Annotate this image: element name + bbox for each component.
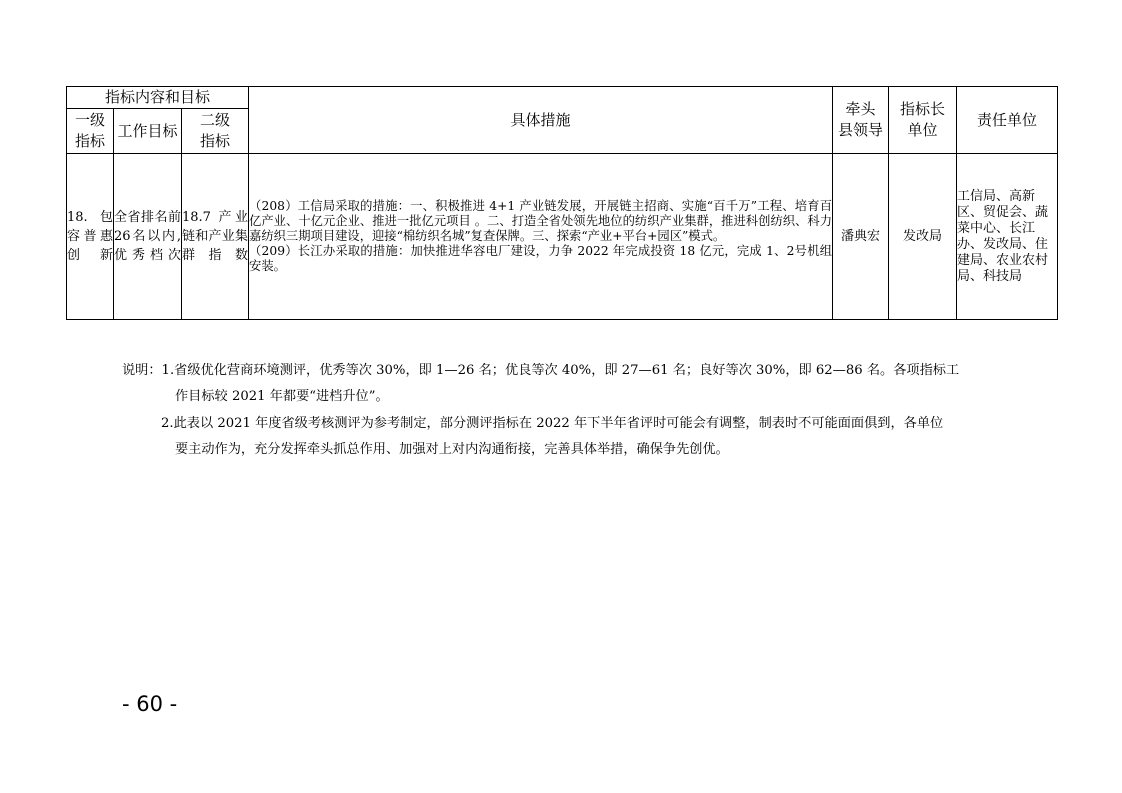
- header-level2-line2: 指标: [200, 132, 231, 150]
- measure-item: （208）工信局采取的措施：一、积极推进 4+1 产业链发展，开展链主招商、实施“百千万”工程、培育百亿产业、十亿元企业、推进一批亿元项目 。二、打造全省处领先地位的纺织产业集群，推进科创纺织、科力嘉纺织三期项目建设，迎接“棉纺织名城”复查保牌。三、探索“产业+平台+园区”模式。: [249, 199, 833, 243]
- page-number: - 60 -: [122, 692, 178, 716]
- note-line-4: 要主动作为，充分发挥牵头抓总作用、加强对上对内沟通衔接，完善具体举措，确保争先创优。: [175, 442, 729, 457]
- header-level2: [182, 109, 249, 154]
- table-row: [67, 154, 1058, 320]
- header-level2-line1: 二级: [200, 111, 231, 129]
- header-group-label: 指标内容和目标: [105, 88, 211, 106]
- header-leader-line1: 牵头: [845, 100, 876, 118]
- header-goal-label: 工作目标: [117, 121, 178, 140]
- header-chief-unit: [889, 87, 957, 154]
- header-responsible: [957, 87, 1058, 154]
- header-chief-line2: 单位: [907, 121, 938, 139]
- header-level1-line2: 指标: [74, 132, 105, 150]
- cell-level2-indicator: 18.7 产业链和产业集群指数: [182, 154, 249, 320]
- header-level1: [67, 109, 114, 154]
- cell-chief-unit: 发改局: [889, 154, 957, 320]
- header-measures-label: 具体措施: [510, 110, 571, 129]
- indicator-table: [66, 86, 1058, 320]
- cell-work-goal: 全省排名前26名以内,优秀档次: [114, 154, 182, 320]
- header-measures: [249, 87, 833, 154]
- header-leader-line2: 县领导: [838, 121, 884, 139]
- header-chief-line1: 指标长: [900, 100, 946, 118]
- cell-measures: [249, 154, 833, 320]
- header-leader: [833, 87, 889, 154]
- note-line-1: 说明：1.省级优化营商环境测评，优秀等次 30%，即 1—26 名；优良等次 40%，即 27—61 名；良好等次 30%，即 62—86 名。各项指标工: [122, 363, 960, 378]
- header-level1-line1: 一级: [74, 111, 105, 129]
- cell-leader: 潘典宏: [833, 154, 889, 320]
- cell-level1-indicator: 18.包容普惠创新: [67, 154, 114, 320]
- note-line-2: 作目标较 2021 年都要“进档升位”。: [175, 389, 389, 404]
- measure-item: （209）长江办采取的措施：加快推进华容电厂建设，力争 2022 年完成投资 18 亿元，完成 1、2号机组安装。: [249, 244, 833, 273]
- header-group-indicator-content: [67, 87, 249, 109]
- header-responsible-label: 责任单位: [977, 110, 1038, 129]
- header-goal: [114, 109, 182, 154]
- cell-responsible-units: 工信局、高新区、贸促会、蔬菜中心、长江办、发改局、住建局、农业农村局、科技局: [957, 154, 1058, 320]
- note-line-3: 2.此表以 2021 年度省级考核测评为参考制定，部分测评指标在 2022 年下半年省评时可能会有调整，制表时不可能面面俱到，各单位: [161, 416, 944, 431]
